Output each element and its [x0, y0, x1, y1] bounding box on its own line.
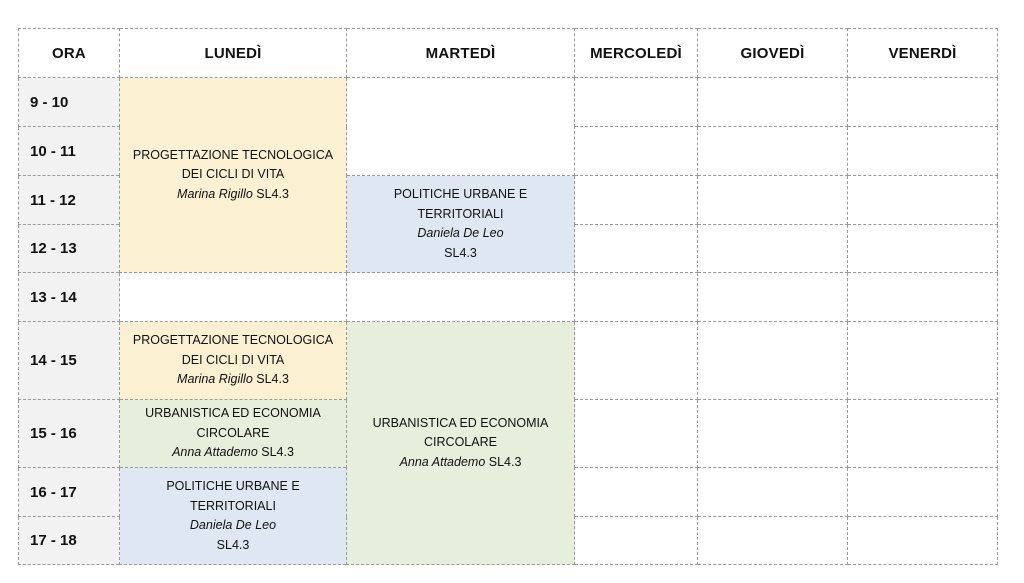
empty-cell: [698, 468, 848, 517]
empty-cell: [575, 176, 698, 225]
header-thursday: GIOVEDÌ: [698, 29, 848, 78]
hour-cell: 13 - 14: [19, 273, 120, 322]
hour-cell: 16 - 17: [19, 468, 120, 517]
course-cell-tuesday-afternoon: [347, 322, 575, 565]
empty-cell: [698, 273, 848, 322]
header-row: [19, 29, 998, 78]
empty-cell: [575, 322, 698, 400]
header-monday: LUNEDÌ: [120, 29, 347, 78]
course-room: SL4.3: [216, 537, 250, 552]
course-room: SL4.3: [261, 445, 294, 460]
empty-cell: [575, 400, 698, 468]
header-wednesday: MERCOLEDÌ: [575, 29, 698, 78]
empty-cell: [347, 273, 575, 322]
course-teacher: Daniela De Leo: [189, 518, 277, 532]
course-title: POLITICHE URBANE E TERRITORIALI: [166, 479, 300, 513]
empty-cell: [848, 400, 998, 468]
empty-cell: [848, 176, 998, 225]
empty-cell: [575, 273, 698, 322]
header-hour: ORA: [19, 29, 120, 78]
empty-cell: [575, 127, 698, 176]
empty-cell: [848, 517, 998, 565]
course-teacher: Anna Attademo: [172, 445, 258, 460]
empty-cell: [120, 273, 347, 322]
empty-cell: [575, 468, 698, 517]
empty-cell: [698, 400, 848, 468]
empty-cell: [575, 517, 698, 565]
empty-cell: [698, 322, 848, 400]
course-cell-monday-1415: [120, 322, 347, 400]
empty-cell: [575, 78, 698, 127]
empty-cell: [347, 78, 575, 176]
course-title: URBANISTICA ED ECONOMIA CIRCOLARE: [372, 415, 549, 450]
table-row: [19, 273, 998, 322]
course-room: SL4.3: [488, 454, 522, 469]
empty-cell: [848, 273, 998, 322]
header-friday: VENERDÌ: [848, 29, 998, 78]
hour-cell: 12 - 13: [19, 225, 120, 273]
hour-cell: 14 - 15: [19, 322, 120, 400]
empty-cell: [698, 517, 848, 565]
empty-cell: [848, 225, 998, 273]
header-tuesday: MARTEDÌ: [347, 29, 575, 78]
empty-cell: [848, 127, 998, 176]
hour-cell: 15 - 16: [19, 400, 120, 468]
course-teacher: Daniela De Leo: [417, 226, 504, 240]
course-cell-monday-1516: [120, 400, 347, 468]
empty-cell: [848, 78, 998, 127]
empty-cell: [848, 468, 998, 517]
course-room: SL4.3: [256, 186, 289, 201]
table-row: [19, 78, 998, 127]
empty-cell: [698, 176, 848, 225]
course-cell-tuesday-morning: [347, 176, 575, 273]
timetable-container: [18, 28, 998, 565]
hour-cell: 17 - 18: [19, 517, 120, 565]
empty-cell: [698, 78, 848, 127]
hour-cell: 9 - 10: [19, 78, 120, 127]
empty-cell: [698, 127, 848, 176]
table-row: [19, 322, 998, 400]
weekly-timetable: [18, 28, 998, 565]
course-room: SL4.3: [444, 245, 477, 260]
hour-cell: 11 - 12: [19, 176, 120, 225]
empty-cell: [848, 322, 998, 400]
course-cell-monday-1618: [120, 468, 347, 565]
course-room: SL4.3: [256, 372, 289, 387]
empty-cell: [698, 225, 848, 273]
course-title: PROGETTAZIONE TECNOLOGICA DEI CICLI DI VITA: [132, 333, 334, 367]
course-title: URBANISTICA ED ECONOMIA CIRCOLARE: [145, 406, 321, 440]
course-teacher: Marina Rigillo: [177, 186, 253, 201]
course-teacher: Anna Attademo: [399, 454, 486, 469]
hour-cell: 10 - 11: [19, 127, 120, 176]
course-teacher: Marina Rigillo: [177, 372, 253, 387]
course-cell-monday-morning: [120, 78, 347, 273]
course-title: PROGETTAZIONE TECNOLOGICA DEI CICLI DI VITA: [132, 147, 334, 182]
empty-cell: [575, 225, 698, 273]
course-title: POLITICHE URBANE E TERRITORIALI: [393, 187, 528, 221]
